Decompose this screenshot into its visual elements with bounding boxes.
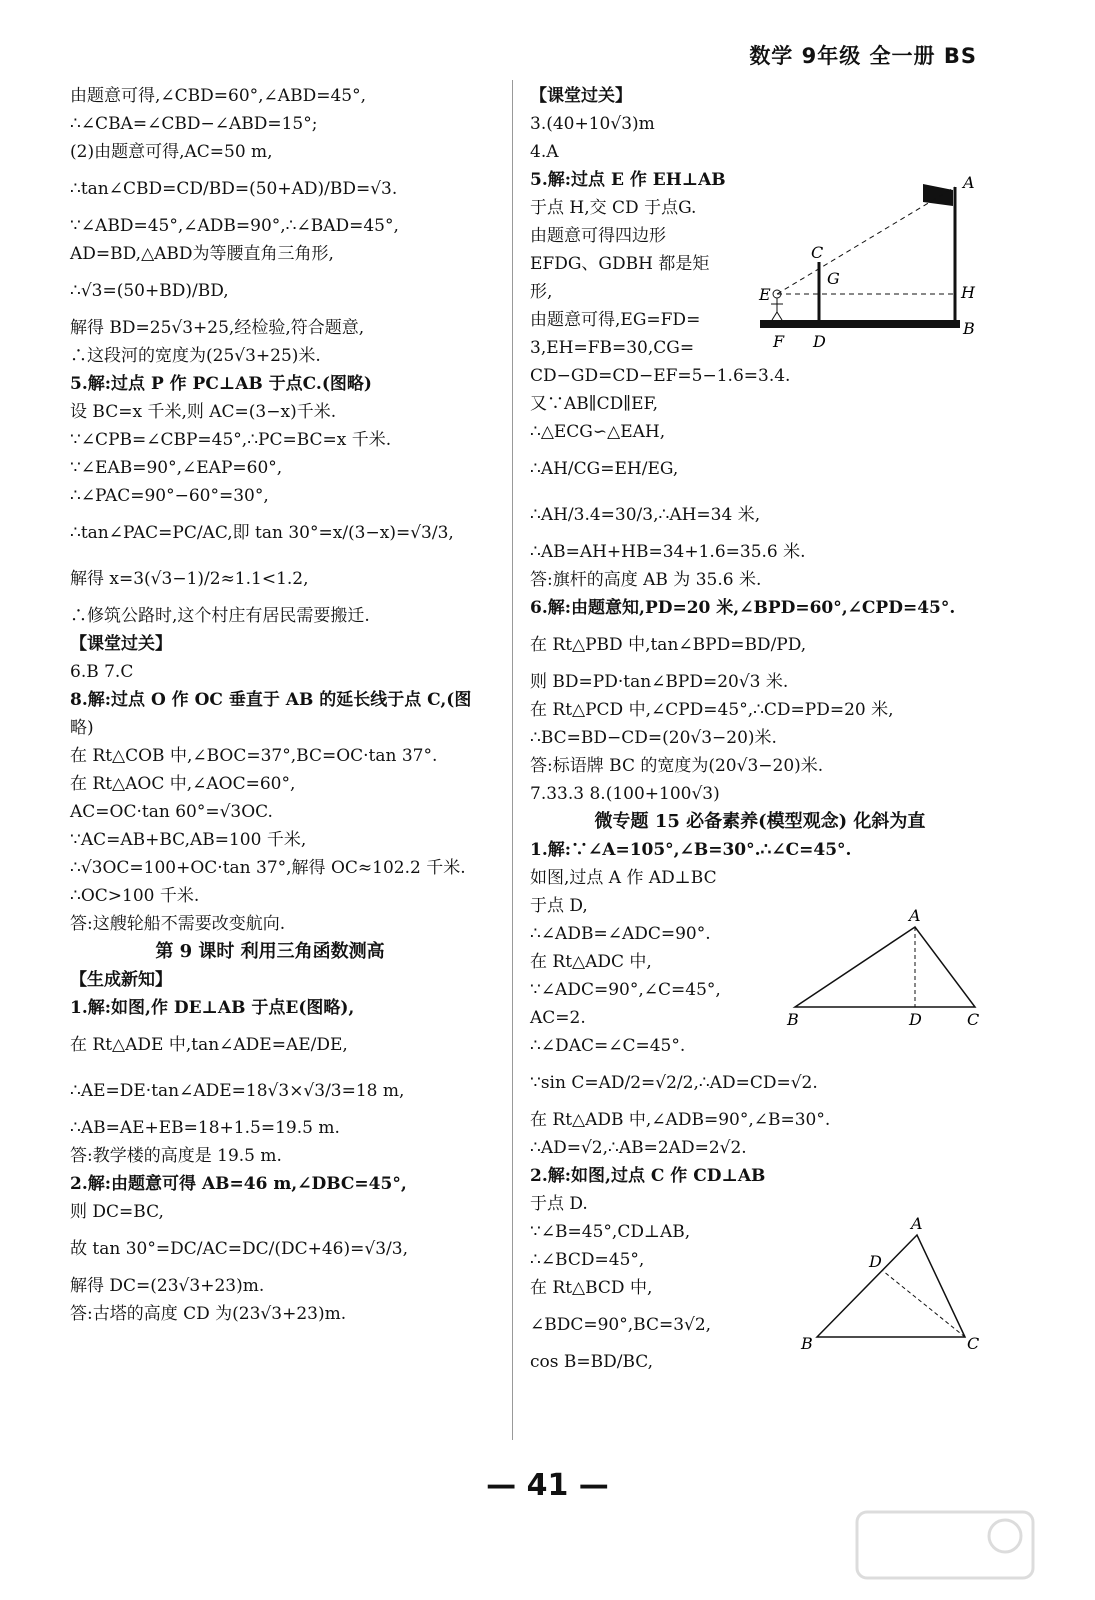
triangle-figure-2 xyxy=(795,1215,985,1355)
tri1-label-C: C xyxy=(967,1010,980,1029)
text-line: 故 tan 30°=DC/AC=DC/(DC+46)=√3/3, xyxy=(70,1239,408,1259)
text-line: 5.解:过点 P 作 PC⊥AB 于点C.(图略) xyxy=(70,374,372,394)
column-divider xyxy=(512,80,513,1440)
text-line: 在 Rt△ADC 中, xyxy=(530,952,652,972)
text-line: ∵∠ABD=45°,∠ADB=90°,∴∠BAD=45°, xyxy=(70,216,399,236)
text-line: ∴修筑公路时,这个村庄有居民需要搬迁. xyxy=(70,606,370,626)
text-line: ∴∠DAC=∠C=45°. xyxy=(530,1036,686,1056)
text-line: 【课堂过关】 xyxy=(70,634,172,654)
tri2-label-C: C xyxy=(967,1334,980,1353)
text-line: 由题意可得,∠CBD=60°,∠ABD=45°, xyxy=(70,86,366,106)
text-line: 【生成新知】 xyxy=(70,970,172,990)
left-column xyxy=(70,82,470,1328)
text-line: ∴这段河的宽度为(25√3+25)米. xyxy=(70,346,321,366)
label-D: D xyxy=(813,332,826,351)
text-line: 解得 DC=(23√3+23)m. xyxy=(70,1276,265,1296)
text-line: ∵∠CPB=∠CBP=45°,∴PC=BC=x 千米. xyxy=(70,430,392,450)
text-line: 答:旗杆的高度 AB 为 35.6 米. xyxy=(530,570,762,590)
text-line: 答:教学楼的高度是 19.5 m. xyxy=(70,1146,282,1166)
text-line: ∴OC>100 千米. xyxy=(70,886,200,906)
text-line: 2.解:如图,过点 C 作 CD⊥AB xyxy=(530,1166,766,1186)
text-line: ∴∠PAC=90°−60°=30°, xyxy=(70,486,269,506)
text-line: ∴AD=√2,∴AB=2AD=2√2. xyxy=(530,1138,747,1158)
text-line: AC=OC·tan 60°=√3OC. xyxy=(70,802,273,822)
text-line: 5.解:过点 E 作 EH⊥AB xyxy=(530,170,726,190)
text-line: 1.解:∵∠A=105°,∠B=30°.∴∠C=45°. xyxy=(530,840,852,860)
watermark-logo xyxy=(855,1510,1035,1580)
text-line: 3.(40+10√3)m xyxy=(530,114,655,134)
text-line: ∴√3OC=100+OC·tan 37°,解得 OC≈102.2 千米. xyxy=(70,858,466,878)
text-line: 由题意可得,EG=FD= xyxy=(530,310,701,330)
text-line: ∵sin C=AD/2=√2/2,∴AD=CD=√2. xyxy=(530,1073,818,1093)
text-line: ∵∠EAB=90°,∠EAP=60°, xyxy=(70,458,283,478)
label-F: F xyxy=(773,332,785,351)
tri2-label-A: A xyxy=(911,1215,923,1233)
text-line: 设 BC=x 千米,则 AC=(3−x)千米. xyxy=(70,402,337,422)
text-line: 则 BD=PD·tan∠BPD=20√3 米. xyxy=(530,672,789,692)
text-line: 答:标语牌 BC 的宽度为(20√3−20)米. xyxy=(530,756,824,776)
text-line: 略) xyxy=(70,718,94,738)
triangle-figure-1 xyxy=(785,905,985,1030)
text-line: 2.解:由题意可得 AB=46 m,∠DBC=45°, xyxy=(70,1174,407,1194)
text-line: ∴∠BCD=45°, xyxy=(530,1250,645,1270)
tri1-label-B: B xyxy=(787,1010,799,1029)
text-line: ∴△ECG∽△EAH, xyxy=(530,422,666,442)
label-G: G xyxy=(827,269,840,288)
text-line: 在 Rt△BCD 中, xyxy=(530,1278,653,1298)
text-line: ∴AE=DE·tan∠ADE=18√3×√3/3=18 m, xyxy=(70,1081,405,1101)
label-A: A xyxy=(963,173,975,192)
text-line: 微专题 15 必备素养(模型观念) 化斜为直 xyxy=(594,811,926,832)
text-line: 在 Rt△PBD 中,tan∠BPD=BD/PD, xyxy=(530,635,807,655)
flagpole-figure xyxy=(755,172,985,352)
text-line: 于点 D. xyxy=(530,1194,588,1214)
tri1-label-D: D xyxy=(909,1010,922,1029)
text-line: 在 Rt△PCD 中,∠CPD=45°,∴CD=PD=20 米, xyxy=(530,700,894,720)
text-line: 解得 BD=25√3+25,经检验,符合题意, xyxy=(70,318,365,338)
text-line: 7.33.3 8.(100+100√3) xyxy=(530,784,720,804)
text-line: 由题意可得四边形 xyxy=(530,226,666,246)
text-line: 答:这艘轮船不需要改变航向. xyxy=(70,914,286,934)
text-line: ∴tan∠PAC=PC/AC,即 tan 30°=x/(3−x)=√3/3, xyxy=(70,523,454,543)
text-line: 答:古塔的高度 CD 为(23√3+23)m. xyxy=(70,1304,347,1324)
text-line: ∵∠B=45°,CD⊥AB, xyxy=(530,1222,691,1242)
label-B: B xyxy=(963,319,975,338)
text-line: ∴AB=AH+HB=34+1.6=35.6 米. xyxy=(530,542,806,562)
text-line: AD=BD,△ABD为等腰直角三角形, xyxy=(70,244,334,264)
text-line: 在 Rt△ADE 中,tan∠ADE=AE/DE, xyxy=(70,1035,348,1055)
text-line: 在 Rt△COB 中,∠BOC=37°,BC=OC·tan 37°. xyxy=(70,746,438,766)
text-line: 1.解:如图,作 DE⊥AB 于点E(图略), xyxy=(70,998,355,1018)
tri2-label-D: D xyxy=(869,1252,882,1271)
text-line: 则 DC=BC, xyxy=(70,1202,164,1222)
text-line: 在 Rt△AOC 中,∠AOC=60°, xyxy=(70,774,296,794)
text-line: ∠BDC=90°,BC=3√2, xyxy=(530,1315,712,1335)
text-line: 6.解:由题意知,PD=20 米,∠BPD=60°,∠CPD=45°. xyxy=(530,598,956,618)
text-line: 3,EH=FB=30,CG= xyxy=(530,338,695,358)
text-line: ∴AH/CG=EH/EG, xyxy=(530,459,679,479)
text-line: ∵AC=AB+BC,AB=100 千米, xyxy=(70,830,307,850)
label-C: C xyxy=(811,243,824,262)
text-line: 于点 H,交 CD 于点G. xyxy=(530,198,697,218)
text-line: 4.A xyxy=(530,142,559,162)
text-line: 6.B 7.C xyxy=(70,662,134,682)
text-line: ∴∠ADB=∠ADC=90°. xyxy=(530,924,711,944)
text-line: CD−GD=CD−EF=5−1.6=3.4. xyxy=(530,366,791,386)
text-line: 形, xyxy=(530,282,553,302)
text-line: 又∵AB∥CD∥EF, xyxy=(530,394,659,414)
text-line: ∴AH/3.4=30/3,∴AH=34 米, xyxy=(530,505,761,525)
tri2-label-B: B xyxy=(801,1334,813,1353)
text-line: 第 9 课时 利用三角函数测高 xyxy=(155,941,385,962)
text-line: 8.解:过点 O 作 OC 垂直于 AB 的延长线于点 C,(图 xyxy=(70,690,472,710)
text-line: ∴AB=AE+EB=18+1.5=19.5 m. xyxy=(70,1118,340,1138)
text-line: EFDG、GDBH 都是矩 xyxy=(530,254,710,274)
text-line: ∴tan∠CBD=CD/BD=(50+AD)/BD=√3. xyxy=(70,179,398,199)
page-number: — 41 — xyxy=(486,1468,609,1503)
text-line: 解得 x=3(√3−1)/2≈1.1<1.2, xyxy=(70,569,309,589)
text-line: ∵∠ADC=90°,∠C=45°, xyxy=(530,980,721,1000)
text-line: 在 Rt△ADB 中,∠ADB=90°,∠B=30°. xyxy=(530,1110,831,1130)
text-line: (2)由题意可得,AC=50 m, xyxy=(70,142,273,162)
label-E: E xyxy=(759,285,771,304)
text-line: cos B=BD/BC, xyxy=(530,1352,654,1372)
label-H: H xyxy=(961,283,975,302)
text-line: AC=2. xyxy=(530,1008,586,1028)
text-line: ∴√3=(50+BD)/BD, xyxy=(70,281,229,301)
text-line: 如图,过点 A 作 AD⊥BC xyxy=(530,868,717,888)
text-line: 于点 D, xyxy=(530,896,588,916)
tri1-label-A: A xyxy=(909,906,921,925)
page-header: 数学 9年级 全一册 BS xyxy=(749,44,977,68)
text-line: ∴BC=BD−CD=(20√3−20)米. xyxy=(530,728,777,748)
text-line: 【课堂过关】 xyxy=(530,86,632,106)
text-line: ∴∠CBA=∠CBD−∠ABD=15°; xyxy=(70,114,318,134)
